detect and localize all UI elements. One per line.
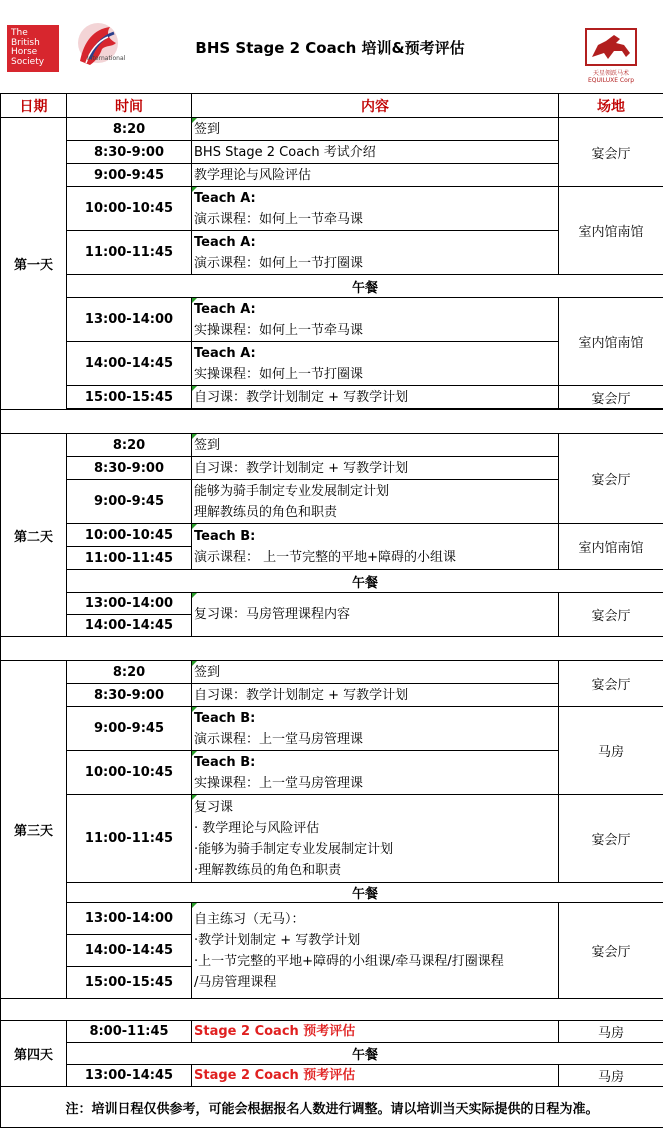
content-text: 实操课程：如何上一节打圈课	[194, 366, 364, 382]
spacer-cell	[1, 637, 663, 661]
content-title: Teach B:	[194, 528, 256, 544]
venue-cell: 室内馆南馆	[559, 298, 663, 386]
table-row	[1, 298, 663, 342]
content-cell	[192, 480, 559, 524]
bhs-international-text: International	[87, 55, 126, 62]
content-text: 复习课	[194, 799, 234, 815]
spacer-row	[1, 637, 663, 661]
time-cell: 8:30-9:00	[67, 457, 192, 480]
time-cell: 8:20	[67, 434, 192, 457]
venue-cell: 宴会厅	[559, 434, 663, 524]
content-text: /马房管理课程	[194, 974, 277, 990]
content-cell	[192, 187, 559, 231]
table-row	[1, 593, 663, 615]
content-title: Teach A:	[194, 190, 256, 206]
time-cell: 10:00-10:45	[67, 187, 192, 231]
venue-cell: 宴会厅	[559, 593, 663, 637]
content-cell: 自习课：教学计划制定 + 写教学计划	[192, 684, 559, 707]
table-row	[1, 707, 663, 751]
table-row	[1, 1021, 663, 1043]
content-text: 签到	[194, 437, 221, 453]
content-text: 签到	[194, 664, 221, 680]
spacer-row	[1, 999, 663, 1021]
content-text: 签到	[194, 121, 221, 137]
content-text: 复习课：马房管理课程内容	[194, 607, 351, 622]
content-text: 实操课程：如何上一节牵马课	[194, 322, 364, 338]
content-cell	[192, 593, 559, 637]
time-cell: 15:00-15:45	[67, 967, 192, 999]
content-cell	[192, 524, 559, 570]
content-text: ·理解教练员的角色和职责	[194, 862, 342, 878]
table-row	[1, 661, 663, 684]
horse-head-icon	[60, 21, 122, 71]
content-text: 能够为骑手制定专业发展制定计划	[194, 483, 390, 499]
column-header-date: 日期	[1, 94, 67, 118]
content-cell: 教学理论与风险评估	[192, 164, 559, 187]
time-cell: 8:00-11:45	[67, 1021, 192, 1043]
content-cell: Stage 2 Coach 预考评估	[192, 1021, 559, 1043]
time-cell: 9:00-9:45	[67, 707, 192, 751]
content-text: ·能够为骑手制定专业发展制定计划	[194, 841, 394, 857]
content-text: 演示课程：如何上一节牵马课	[194, 211, 364, 227]
time-cell: 13:00-14:00	[67, 593, 192, 615]
time-cell: 9:00-9:45	[67, 164, 192, 187]
content-cell: Stage 2 Coach 预考评估	[192, 1065, 559, 1087]
venue-cell: 室内馆南馆	[559, 524, 663, 570]
time-cell: 8:20	[67, 661, 192, 684]
table-row	[1, 434, 663, 457]
content-text: · 教学理论与风险评估	[194, 820, 320, 836]
content-cell	[192, 903, 559, 999]
day-label: 第二天	[1, 434, 67, 637]
lunch-row	[1, 275, 663, 298]
content-cell	[192, 298, 559, 342]
time-cell: 13:00-14:00	[67, 298, 192, 342]
time-cell: 14:00-14:45	[67, 342, 192, 386]
table-header-row	[1, 94, 663, 118]
bhs-logo-line: The	[11, 28, 28, 38]
content-title: Teach A:	[194, 301, 256, 317]
column-header-content: 内容	[192, 94, 559, 118]
venue-cell: 宴会厅	[559, 386, 663, 409]
lunch-cell: 午餐	[67, 1043, 663, 1065]
bhs-logo	[7, 25, 59, 72]
time-cell: 11:00-11:45	[67, 231, 192, 275]
document-header	[0, 0, 663, 93]
table-row	[1, 1065, 663, 1087]
venue-cell: 宴会厅	[559, 795, 663, 883]
time-cell: 11:00-11:45	[67, 547, 192, 570]
content-text: 演示课程：如何上一节打圈课	[194, 255, 364, 271]
content-cell	[192, 661, 559, 684]
lunch-cell: 午餐	[67, 275, 663, 298]
spacer-row	[1, 410, 663, 434]
content-text: ·上一节完整的平地+障碍的小组课/牵马课程/打圈课程	[194, 953, 504, 969]
content-text: 演示课程：上一堂马房管理课	[194, 731, 364, 747]
content-cell	[192, 231, 559, 275]
spacer-cell	[1, 410, 663, 434]
time-cell: 14:00-14:45	[67, 615, 192, 637]
spacer-cell	[1, 999, 663, 1021]
venue-cell: 宴会厅	[559, 903, 663, 999]
bhs-logo-line: British	[11, 37, 40, 48]
content-cell	[192, 434, 559, 457]
content-cell	[192, 386, 559, 409]
content-cell	[192, 707, 559, 751]
time-cell: 8:30-9:00	[67, 141, 192, 164]
page-title: BHS Stage 2 Coach 培训&预考评估	[195, 39, 465, 57]
content-text: ·教学计划制定 + 写教学计划	[194, 932, 361, 948]
time-cell: 11:00-11:45	[67, 795, 192, 883]
day-label: 第一天	[1, 118, 67, 410]
content-title: Teach A:	[194, 234, 256, 250]
time-cell: 8:20	[67, 118, 192, 141]
bhs-logo-line: Horse	[11, 47, 38, 57]
lunch-cell: 午餐	[67, 883, 663, 903]
venue-cell: 宴会厅	[559, 118, 663, 187]
column-header-venue: 场地	[559, 94, 663, 118]
time-cell: 9:00-9:45	[67, 480, 192, 524]
venue-cell: 马房	[559, 1021, 663, 1043]
table-row	[1, 795, 663, 883]
content-text: 实操课程：上一堂马房管理课	[194, 775, 364, 791]
schedule-table	[0, 93, 663, 1128]
table-row	[1, 386, 663, 409]
time-cell: 14:00-14:45	[67, 935, 192, 967]
venue-cell: 室内馆南馆	[559, 187, 663, 275]
equiluxe-horse-logo-icon	[584, 27, 638, 67]
column-header-time: 时间	[67, 94, 192, 118]
time-cell: 10:00-10:45	[67, 524, 192, 547]
lunch-row	[1, 570, 663, 593]
content-text: 演示课程： 上一节完整的平地+障碍的小组课	[194, 549, 457, 565]
equiluxe-caption-cn: 天星领跃马术	[592, 70, 629, 77]
content-cell	[192, 751, 559, 795]
content-text: 自习课：教学计划制定 + 写教学计划	[194, 389, 409, 405]
lunch-cell: 午餐	[67, 570, 663, 593]
content-cell	[192, 342, 559, 386]
time-cell: 13:00-14:45	[67, 1065, 192, 1087]
content-title: Teach A:	[194, 345, 256, 361]
venue-cell: 马房	[559, 1065, 663, 1087]
bhs-logo-line: Society	[11, 56, 45, 67]
table-row	[1, 187, 663, 231]
time-cell: 10:00-10:45	[67, 751, 192, 795]
equiluxe-caption	[578, 70, 644, 84]
table-row	[1, 903, 663, 935]
content-text: 自主练习（无马）：	[194, 911, 305, 927]
lunch-row	[1, 1043, 663, 1065]
content-title: Teach B:	[194, 710, 256, 726]
content-cell	[192, 118, 559, 141]
content-title: Teach B:	[194, 754, 256, 770]
content-cell	[192, 795, 559, 883]
time-cell: 13:00-14:00	[67, 903, 192, 935]
content-cell: 自习课：教学计划制定 + 写教学计划	[192, 457, 559, 480]
venue-cell: 宴会厅	[559, 661, 663, 707]
day-label: 第四天	[1, 1021, 67, 1087]
content-text: 理解教练员的角色和职责	[194, 504, 338, 520]
lunch-row	[1, 883, 663, 903]
table-row	[1, 524, 663, 547]
day-label: 第三天	[1, 661, 67, 999]
equiluxe-caption-en: EQUILUXE Corp	[587, 77, 635, 84]
content-cell: BHS Stage 2 Coach 考试介绍	[192, 141, 559, 164]
schedule-note: 注：培训日程仅供参考，可能会根据报名人数进行调整。请以培训当天实际提供的日程为准。	[1, 1087, 663, 1128]
table-row	[1, 118, 663, 141]
venue-cell: 马房	[559, 707, 663, 795]
time-cell: 15:00-15:45	[67, 386, 192, 409]
time-cell: 8:30-9:00	[67, 684, 192, 707]
note-row	[1, 1087, 663, 1128]
